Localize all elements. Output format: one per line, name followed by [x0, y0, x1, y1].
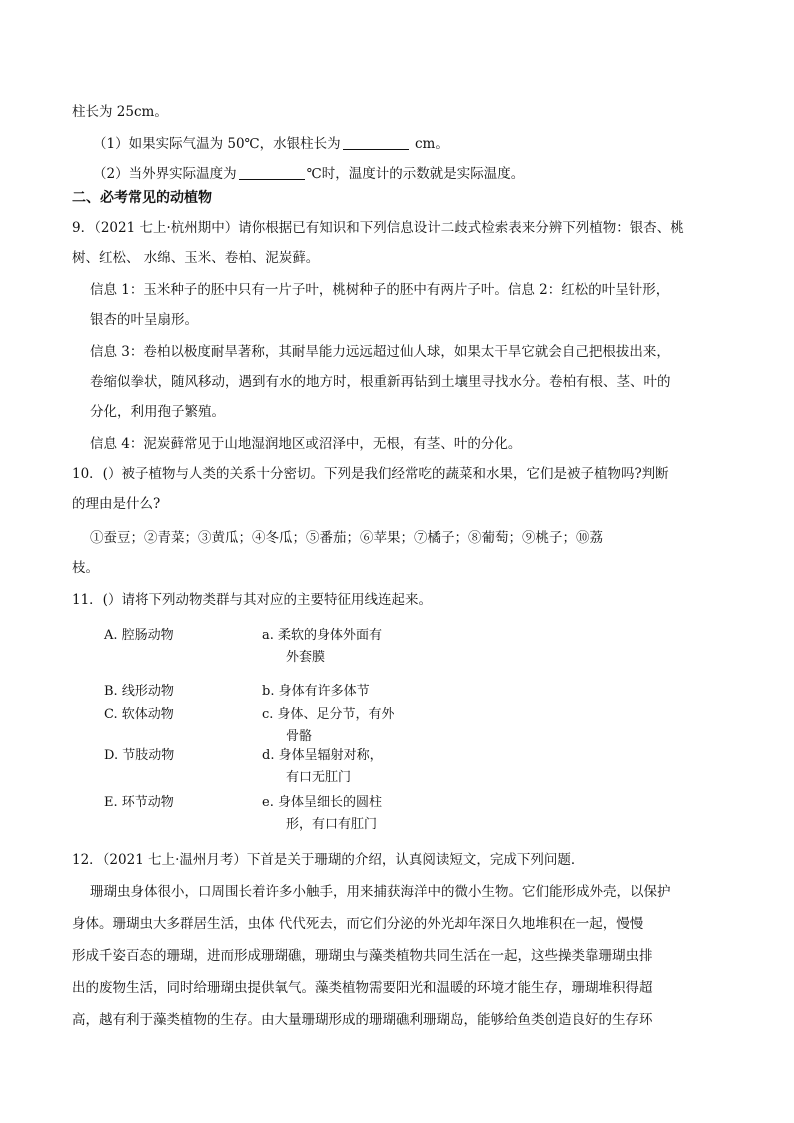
- q11-left-e[interactable]: E. 环节动物: [104, 795, 174, 810]
- q11-right-e-cont: 形，有口有肛门: [286, 817, 378, 832]
- q9-stem: 9．（2021 七上·杭州期中）请你根据已有知识和下列信息设计二歧式检索表来分辨下列植物：银杏、桃: [72, 220, 684, 236]
- q10-stem-cont: 的理由是什么?: [72, 496, 161, 512]
- q11-left-a[interactable]: A. 腔肠动物: [104, 628, 174, 643]
- q10-stem: 10．(）被子植物与人类的关系十分密切。下列是我们经常吃的蔬菜和水果，它们是被子植物吗?判断: [72, 466, 669, 482]
- q11-right-e[interactable]: e. 身体呈细长的圆柱: [262, 795, 382, 810]
- q11-left-d[interactable]: D. 节肢动物: [104, 748, 175, 763]
- q9-info1: 信息 1：玉米种子的胚中只有一片子叶，桃树种子的胚中有两片子叶。信息 2：红松的叶呈针形，: [90, 282, 670, 298]
- q8-part2-unit: ℃时，温度计的示数就是实际温度。: [306, 166, 525, 182]
- q9-info3-cont2: 分化，利用孢子繁殖。: [90, 404, 225, 420]
- q11-right-a[interactable]: a. 柔软的身体外面有: [262, 628, 383, 643]
- q9-info4: 信息 4：泥炭藓常见于山地湿润地区或沼泽中，无根，有茎、叶的分化。: [90, 436, 522, 452]
- q11-right-b[interactable]: b. 身体有许多体节: [262, 684, 370, 699]
- q12-passage-line-5: 高，越有利于藻类植物的生存。由大量珊瑚形成的珊瑚礁利珊瑚岛，能够给鱼类创造良好的生存环: [72, 1012, 653, 1028]
- section-title: 二、必考常见的动植物: [72, 190, 212, 206]
- q12-passage-line-1: 珊瑚虫身体很小，口周围长着许多小触手，用来捕获海洋中的微小生物。它们能形成外壳，以保护: [90, 884, 671, 900]
- q11-left-b[interactable]: B. 线形动物: [104, 684, 174, 699]
- q11-right-c[interactable]: c. 身体、足分节，有外: [262, 707, 395, 722]
- q9-info1-cont: 银杏的叶呈扇形。: [90, 312, 198, 328]
- q12-passage-line-3: 形成千姿百态的珊瑚，进而形成珊瑚礁，珊瑚虫与藻类植物共同生活在一起，这些操类靠珊瑚虫排: [72, 948, 653, 964]
- q12-passage-line-4: 出的废物生活，同时给珊瑚虫提供氧气。藻类植物需要阳光和温暖的环境才能生存，珊瑚堆积得超: [72, 980, 653, 996]
- q8-part1: [93, 134, 449, 154]
- q11-right-d[interactable]: d. 身体呈辐射对称，: [262, 748, 383, 763]
- q8-part1-unit: cm。: [410, 136, 449, 152]
- q10-items-cont: 枝。: [72, 560, 99, 576]
- q11-left-c[interactable]: C. 软体动物: [104, 707, 174, 722]
- q11-stem: 11．(）请将下列动物类群与其对应的主要特征用线连起来。: [72, 592, 432, 608]
- q11-right-a-cont: 外套膜: [286, 650, 326, 665]
- q11-right-d-cont: 有口无肛门: [286, 770, 352, 785]
- q8-part2-blank[interactable]: [239, 165, 305, 180]
- q9-info3-cont1: 卷缩似拳状，随风移动，遇到有水的地方时，根重新再钻到土壤里寻找水分。卷柏有根、茎、叶的: [90, 374, 671, 390]
- q8-part1-text: （1）如果实际气温为 50℃，水银柱长为: [93, 136, 341, 152]
- q8-part2-text: （2）当外界实际温度为: [93, 166, 237, 182]
- q8-part1-blank[interactable]: [343, 135, 409, 150]
- q12-stem: 12．（2021 七上·温州月考）下首是关于珊瑚的介绍，认真阅读短文，完成下列问题．: [72, 852, 585, 868]
- q8-tail-text: 柱长为 25cm。: [72, 104, 168, 120]
- q9-stem-cont: 树、红松、 水绵、玉米、卷柏、泥炭藓。: [72, 250, 320, 266]
- q8-part2: [93, 164, 524, 184]
- q10-items: ①蚕豆；②青菜；③黄瓜；④冬瓜；⑤番茄；⑥苹果；⑦橘子；⑧葡萄；⑨桃子；⑩荔: [90, 530, 603, 546]
- q9-info3: 信息 3：卷柏以极度耐旱著称，其耐旱能力远远超过仙人球，如果太干旱它就会自己把根拔出来，: [90, 344, 670, 360]
- q12-passage-line-2: 身体。珊瑚虫大多群居生活，虫体 代代死去，而它们分泌的外光却年深日久地堆积在一起，慢慢: [72, 916, 644, 932]
- q11-right-c-cont: 骨骼: [286, 729, 313, 744]
